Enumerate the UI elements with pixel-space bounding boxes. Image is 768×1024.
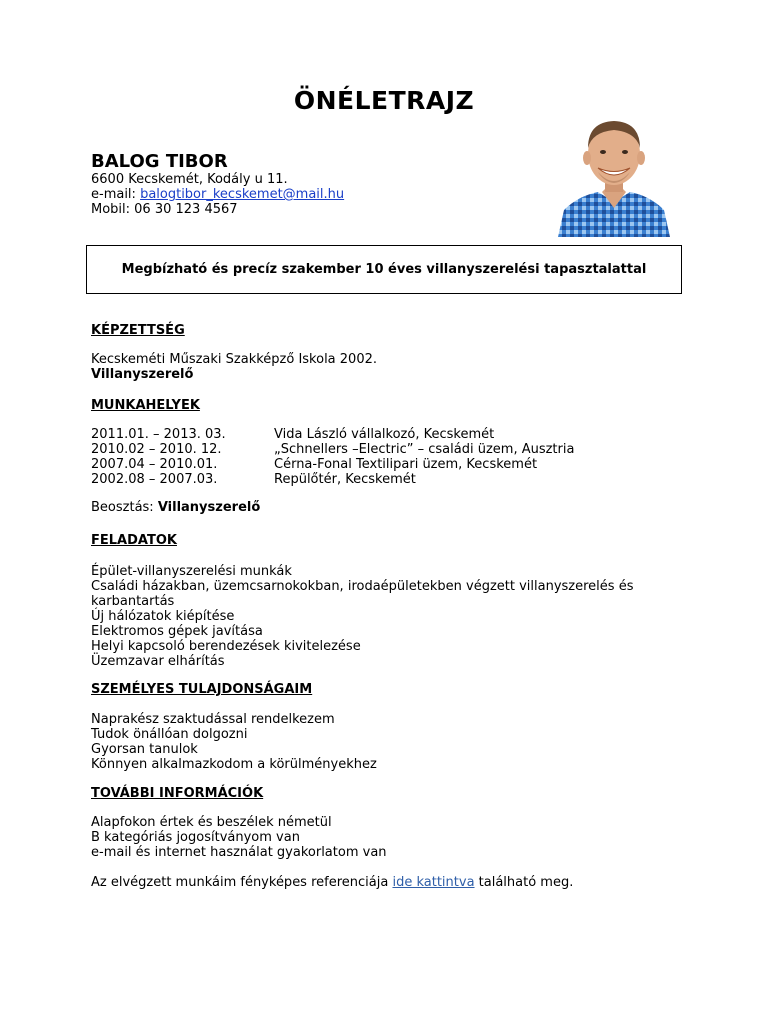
list-item: e-mail és internet használat gyakorlatom van: [91, 845, 387, 860]
list-item: karbantartás: [91, 594, 175, 609]
education-heading: KÉPZETTSÉG: [91, 323, 185, 338]
school: Kecskeméti Műszaki Szakképző Iskola 2002.: [91, 352, 377, 367]
list-item: Épület-villanyszerelési munkák: [91, 564, 292, 579]
position-line: [91, 500, 260, 515]
position-label: Beosztás:: [91, 500, 158, 515]
job-dates: 2002.08 – 2007.03.: [91, 472, 218, 487]
email-label: e-mail:: [91, 187, 141, 202]
traits-heading: SZEMÉLYES TULAJDONSÁGAIM: [91, 682, 313, 697]
summary-text: Megbízható és precíz szakember 10 éves villanyszerelési tapasztalattal: [121, 262, 647, 277]
list-item: Helyi kapcsoló berendezések kivitelezése: [91, 639, 361, 654]
document-title: ÖNÉLETRAJZ: [293, 86, 475, 115]
job-place: Repülőtér, Kecskemét: [274, 472, 416, 487]
email-line: [91, 187, 344, 202]
list-item: B kategóriás jogosítványom van: [91, 830, 300, 845]
tasks-list: [91, 564, 633, 669]
list-item: Gyorsan tanulok: [91, 742, 198, 757]
list-item: Naprakész szaktudással rendelkezem: [91, 712, 335, 727]
job-row: [91, 442, 691, 457]
traits-list: [91, 712, 377, 772]
mobile: Mobil: 06 30 123 4567: [91, 202, 238, 217]
person-name: BALOG TIBOR: [91, 151, 228, 172]
jobs-list: [91, 427, 691, 487]
job-place: „Schnellers –Electric” – családi üzem, Ausztria: [274, 442, 575, 457]
more-info-heading: TOVÁBBI INFORMÁCIÓK: [91, 786, 264, 801]
jobs-heading: MUNKAHELYEK: [91, 398, 200, 413]
more-info-list: [91, 815, 387, 860]
list-item: Tudok önállóan dolgozni: [91, 727, 248, 742]
list-item: Alapfokon értek és beszélek németül: [91, 815, 332, 830]
reference-link[interactable]: ide kattintva: [392, 875, 475, 890]
job-dates: 2011.01. – 2013. 03.: [91, 427, 226, 442]
list-item: Családi házakban, üzemcsarnokokban, irodaépületekben végzett villanyszerelés és: [91, 579, 634, 594]
job-row: [91, 457, 691, 472]
list-item: Elektromos gépek javítása: [91, 624, 263, 639]
summary-box: [86, 245, 682, 294]
contact-info: [91, 172, 344, 217]
degree: Villanyszerelő: [91, 367, 194, 382]
profile-photo: [558, 118, 670, 237]
job-place: Vida László vállalkozó, Kecskemét: [274, 427, 495, 442]
position-value: Villanyszerelő: [157, 500, 261, 515]
list-item: Új hálózatok kiépítése: [91, 609, 235, 624]
job-dates: 2010.02 – 2010. 12.: [91, 442, 222, 457]
list-item: Üzemzavar elhárítás: [91, 654, 225, 669]
reference-line: [91, 875, 573, 890]
tasks-heading: FELADATOK: [91, 533, 177, 548]
reference-text-before: Az elvégzett munkáim fényképes referenciája: [91, 875, 393, 890]
list-item: Könnyen alkalmazkodom a körülményekhez: [91, 757, 377, 772]
job-dates: 2007.04 – 2010.01.: [91, 457, 218, 472]
address: 6600 Kecskemét, Kodály u 11.: [91, 172, 288, 187]
reference-text-after: található meg.: [474, 875, 574, 890]
job-row: [91, 472, 691, 487]
job-place: Cérna-Fonal Textilipari üzem, Kecskemét: [274, 457, 538, 472]
education-block: [91, 352, 377, 382]
email-link[interactable]: balogtibor_kecskemet@mail.hu: [140, 187, 345, 202]
job-row: [91, 427, 691, 442]
